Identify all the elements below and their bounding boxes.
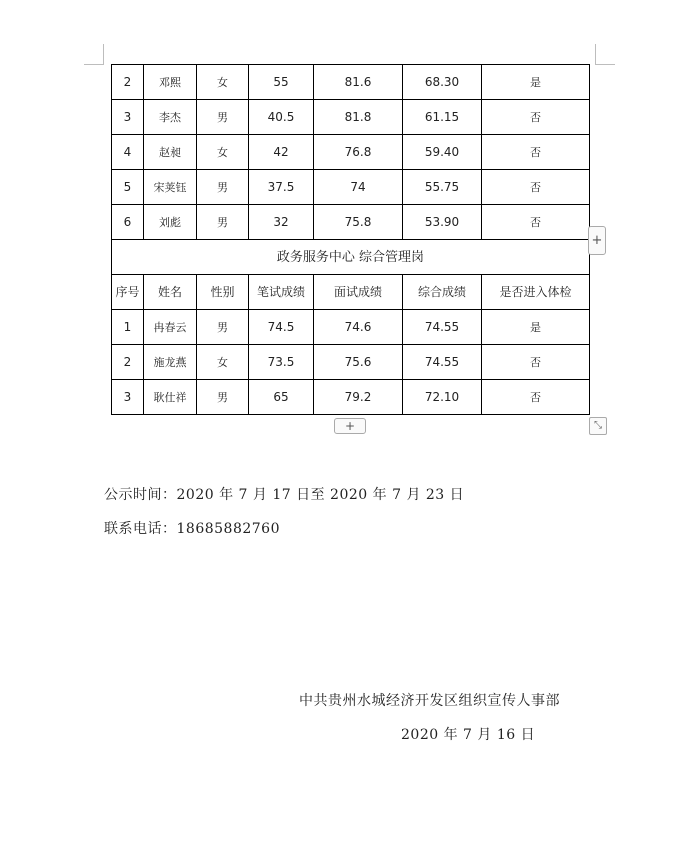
table-row[interactable] xyxy=(112,345,590,380)
cell-gender[interactable]: 女 xyxy=(197,345,249,380)
cell-interview[interactable]: 74.6 xyxy=(314,310,403,345)
cell-total[interactable]: 68.30 xyxy=(403,65,482,100)
cell-total[interactable]: 72.10 xyxy=(403,380,482,415)
cell-no[interactable]: 1 xyxy=(112,310,144,345)
cell-no[interactable]: 4 xyxy=(112,135,144,170)
cell-physical[interactable]: 否 xyxy=(482,345,590,380)
cell-physical[interactable]: 否 xyxy=(482,205,590,240)
signature-org: 中共贵州水城经济开发区组织宣传人事部 xyxy=(299,693,560,709)
cell-no[interactable]: 3 xyxy=(112,380,144,415)
header-written[interactable]: 笔试成绩 xyxy=(249,275,314,310)
page-corner-mark xyxy=(84,64,104,65)
cell-no[interactable]: 3 xyxy=(112,100,144,135)
add-row-button[interactable] xyxy=(334,418,366,434)
cell-total[interactable]: 74.55 xyxy=(403,310,482,345)
cell-gender[interactable]: 男 xyxy=(197,100,249,135)
plus-icon: + xyxy=(344,419,356,433)
cell-total[interactable]: 55.75 xyxy=(403,170,482,205)
cell-written[interactable]: 74.5 xyxy=(249,310,314,345)
add-column-button[interactable] xyxy=(588,226,606,255)
cell-total[interactable]: 61.15 xyxy=(403,100,482,135)
plus-icon: + xyxy=(591,233,603,248)
notice-phone: 联系电话：18685882760 xyxy=(104,521,280,537)
page-corner-mark xyxy=(103,44,104,64)
cell-gender[interactable]: 男 xyxy=(197,170,249,205)
cell-written[interactable]: 40.5 xyxy=(249,100,314,135)
cell-no[interactable]: 6 xyxy=(112,205,144,240)
cell-name[interactable]: 赵昶 xyxy=(144,135,197,170)
table-header-row[interactable] xyxy=(112,275,590,310)
cell-name[interactable]: 宋荚钰 xyxy=(144,170,197,205)
signature-date: 2020 年 7 月 16 日 xyxy=(401,727,536,743)
cell-written[interactable]: 37.5 xyxy=(249,170,314,205)
cell-name[interactable]: 耿仕祥 xyxy=(144,380,197,415)
table-row[interactable] xyxy=(112,65,590,100)
cell-interview[interactable]: 76.8 xyxy=(314,135,403,170)
notice-period: 公示时间：2020 年 7 月 17 日至 2020 年 7 月 23 日 xyxy=(104,487,465,503)
cell-interview[interactable]: 81.6 xyxy=(314,65,403,100)
resize-icon: ⤡ xyxy=(594,420,602,431)
cell-total[interactable]: 74.55 xyxy=(403,345,482,380)
cell-written[interactable]: 55 xyxy=(249,65,314,100)
cell-gender[interactable]: 男 xyxy=(197,205,249,240)
cell-name[interactable]: 刘彪 xyxy=(144,205,197,240)
cell-interview[interactable]: 75.6 xyxy=(314,345,403,380)
header-physical[interactable]: 是否进入体检 xyxy=(482,275,590,310)
cell-gender[interactable]: 女 xyxy=(197,135,249,170)
cell-physical[interactable]: 否 xyxy=(482,135,590,170)
page-corner-mark xyxy=(595,64,615,65)
cell-physical[interactable]: 否 xyxy=(482,380,590,415)
table-row[interactable] xyxy=(112,310,590,345)
cell-total[interactable]: 53.90 xyxy=(403,205,482,240)
cell-total[interactable]: 59.40 xyxy=(403,135,482,170)
cell-written[interactable]: 32 xyxy=(249,205,314,240)
cell-name[interactable]: 邓熙 xyxy=(144,65,197,100)
cell-gender[interactable]: 男 xyxy=(197,310,249,345)
cell-interview[interactable]: 81.8 xyxy=(314,100,403,135)
cell-gender[interactable]: 女 xyxy=(197,65,249,100)
header-name[interactable]: 姓名 xyxy=(144,275,197,310)
table-row[interactable] xyxy=(112,205,590,240)
cell-interview[interactable]: 79.2 xyxy=(314,380,403,415)
cell-written[interactable]: 65 xyxy=(249,380,314,415)
header-interview[interactable]: 面试成绩 xyxy=(314,275,403,310)
cell-name[interactable]: 施龙燕 xyxy=(144,345,197,380)
cell-written[interactable]: 73.5 xyxy=(249,345,314,380)
section-title-row[interactable] xyxy=(112,240,590,275)
cell-physical[interactable]: 是 xyxy=(482,310,590,345)
table-resize-handle[interactable] xyxy=(589,417,607,435)
header-gender[interactable]: 性别 xyxy=(197,275,249,310)
table-row[interactable] xyxy=(112,135,590,170)
cell-physical[interactable]: 否 xyxy=(482,100,590,135)
header-no[interactable]: 序号 xyxy=(112,275,144,310)
table-row[interactable] xyxy=(112,380,590,415)
cell-interview[interactable]: 74 xyxy=(314,170,403,205)
cell-gender[interactable]: 男 xyxy=(197,380,249,415)
cell-name[interactable]: 李杰 xyxy=(144,100,197,135)
table-row[interactable] xyxy=(112,170,590,205)
cell-interview[interactable]: 75.8 xyxy=(314,205,403,240)
cell-name[interactable]: 冉春云 xyxy=(144,310,197,345)
cell-physical[interactable]: 是 xyxy=(482,65,590,100)
header-total[interactable]: 综合成绩 xyxy=(403,275,482,310)
cell-no[interactable]: 2 xyxy=(112,345,144,380)
table-row[interactable] xyxy=(112,100,590,135)
cell-physical[interactable]: 否 xyxy=(482,170,590,205)
page-corner-mark xyxy=(595,44,596,64)
section-title[interactable]: 政务服务中心 综合管理岗 xyxy=(112,240,590,275)
score-table[interactable] xyxy=(111,64,590,415)
cell-written[interactable]: 42 xyxy=(249,135,314,170)
cell-no[interactable]: 2 xyxy=(112,65,144,100)
cell-no[interactable]: 5 xyxy=(112,170,144,205)
